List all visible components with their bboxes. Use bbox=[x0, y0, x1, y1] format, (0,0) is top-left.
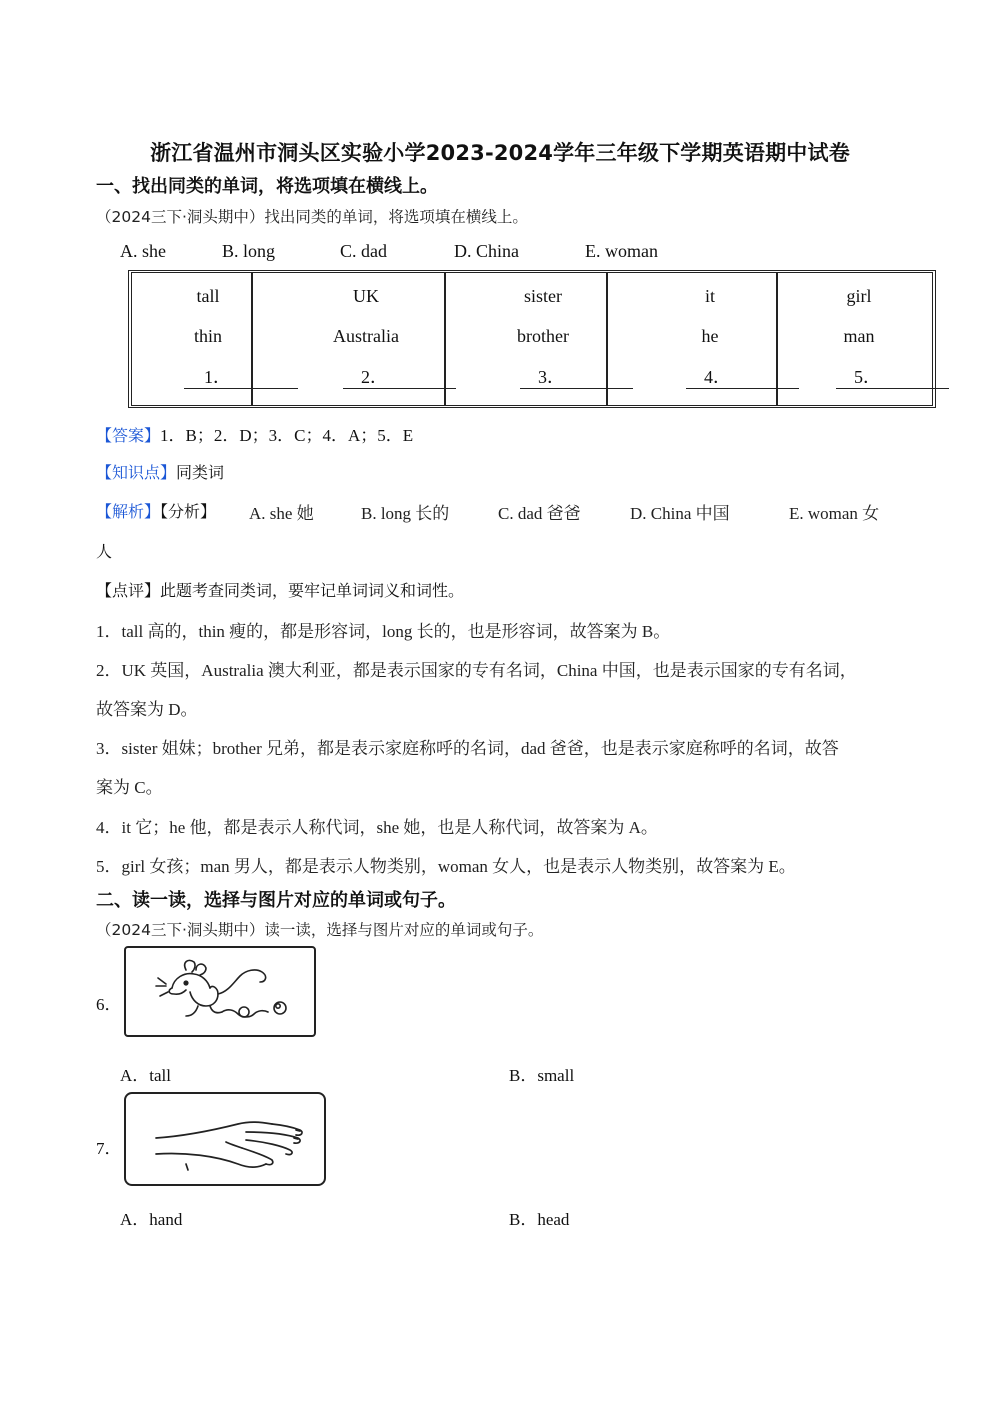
comment-line: 【点评】此题考查同类词，要牢记单词词义和词性。 bbox=[96, 581, 465, 600]
analysis-item: B. long 长的 bbox=[361, 504, 450, 523]
mouse-icon bbox=[126, 948, 314, 1035]
page-title: 浙江省温州市洞头区实验小学2023-2024学年三年级下学期英语期中试卷 bbox=[150, 141, 850, 165]
explanation-line: 1．tall 高的，thin 瘦的，都是形容词，long 长的，也是形容词，故答案为 B。 bbox=[96, 622, 671, 641]
answer-blank[interactable] bbox=[686, 366, 799, 389]
group-word: it bbox=[704, 286, 716, 306]
question-number: 6． bbox=[96, 995, 122, 1014]
group-word: Australia bbox=[333, 326, 399, 346]
section2-heading: 二、读一读，选择与图片对应的单词或句子。 bbox=[96, 890, 456, 911]
explanation-line: 3．sister 姐妹；brother 兄弟，都是表示家庭称呼的名词，dad 爸爸，也是表示家庭称呼的名词，故答 bbox=[96, 739, 839, 758]
analysis-tag: 【解析】 bbox=[96, 502, 161, 521]
option-item: B. long bbox=[222, 241, 276, 261]
option-item: D. China bbox=[454, 241, 519, 261]
group-word: brother bbox=[517, 326, 569, 346]
blank-number: 3． bbox=[538, 367, 565, 387]
group-word: he bbox=[701, 326, 719, 346]
hand-icon bbox=[126, 1094, 324, 1184]
group-word: thin bbox=[193, 326, 223, 346]
analysis-item: D. China 中国 bbox=[630, 504, 730, 523]
blank-number: 5． bbox=[854, 367, 881, 387]
answer-line bbox=[96, 421, 413, 446]
explanation-line: 故答案为 D。 bbox=[96, 700, 198, 719]
group-word: tall bbox=[196, 286, 220, 306]
answer-text: 1．B；2．D；3．C；4．A；5．E bbox=[160, 426, 414, 445]
explanation-line: 5．girl 女孩；man 男人，都是表示人物类别，woman 女人，也是表示人物类别，故答案为 E。 bbox=[96, 857, 796, 876]
option-item: A. she bbox=[120, 241, 166, 261]
explanation-line: 2．UK 英国，Australia 澳大利亚，都是表示国家的专有名词，China 中国，也是表示国家的专有名词， bbox=[96, 661, 857, 680]
group-word: UK bbox=[353, 286, 379, 306]
section1-heading: 一、找出同类的单词，将选项填在横线上。 bbox=[96, 176, 438, 197]
explanation-line: 4．it 它；he 他，都是表示人称代词，she 她，也是人称代词，故答案为 A。 bbox=[96, 818, 658, 837]
answer-blank[interactable] bbox=[836, 366, 949, 389]
analysis-wrap: 人 bbox=[96, 542, 113, 561]
blank-number: 4． bbox=[704, 367, 731, 387]
group-word: man bbox=[843, 326, 875, 346]
knowledge-tag: 【知识点】 bbox=[96, 463, 177, 482]
option-b[interactable]: B．small bbox=[509, 1066, 575, 1085]
analysis-item: C. dad 爸爸 bbox=[498, 504, 581, 523]
analysis-line bbox=[96, 499, 916, 522]
blank-number: 2． bbox=[361, 367, 388, 387]
option-b[interactable]: B．head bbox=[509, 1210, 570, 1229]
option-a[interactable]: A．tall bbox=[120, 1066, 171, 1085]
group-word: girl bbox=[846, 286, 872, 306]
mouse-picture bbox=[124, 946, 316, 1037]
question-number: 7． bbox=[96, 1139, 122, 1158]
group-word: sister bbox=[524, 286, 562, 306]
option-item: C. dad bbox=[340, 241, 387, 261]
answer-tag: 【答案】 bbox=[96, 426, 161, 445]
analysis-item: E. woman 女 bbox=[789, 504, 880, 523]
knowledge-text: 同类词 bbox=[176, 463, 225, 482]
explanation-line: 案为 C。 bbox=[96, 778, 163, 797]
analysis-label: 【分析】 bbox=[160, 502, 217, 521]
answer-blank[interactable] bbox=[184, 366, 298, 389]
analysis-item: A. she 她 bbox=[249, 504, 314, 523]
answer-blank[interactable] bbox=[343, 366, 456, 389]
blank-number: 1． bbox=[204, 367, 231, 387]
section1-source: （2024三下·洞头期中）找出同类的单词，将选项填在横线上。 bbox=[96, 208, 528, 226]
option-item: E. woman bbox=[585, 241, 658, 261]
answer-blank[interactable] bbox=[520, 366, 633, 389]
hand-picture bbox=[124, 1092, 326, 1186]
knowledge-line bbox=[96, 460, 224, 483]
section2-source: （2024三下·洞头期中）读一读，选择与图片对应的单词或句子。 bbox=[96, 921, 544, 939]
option-a[interactable]: A．hand bbox=[120, 1210, 183, 1229]
